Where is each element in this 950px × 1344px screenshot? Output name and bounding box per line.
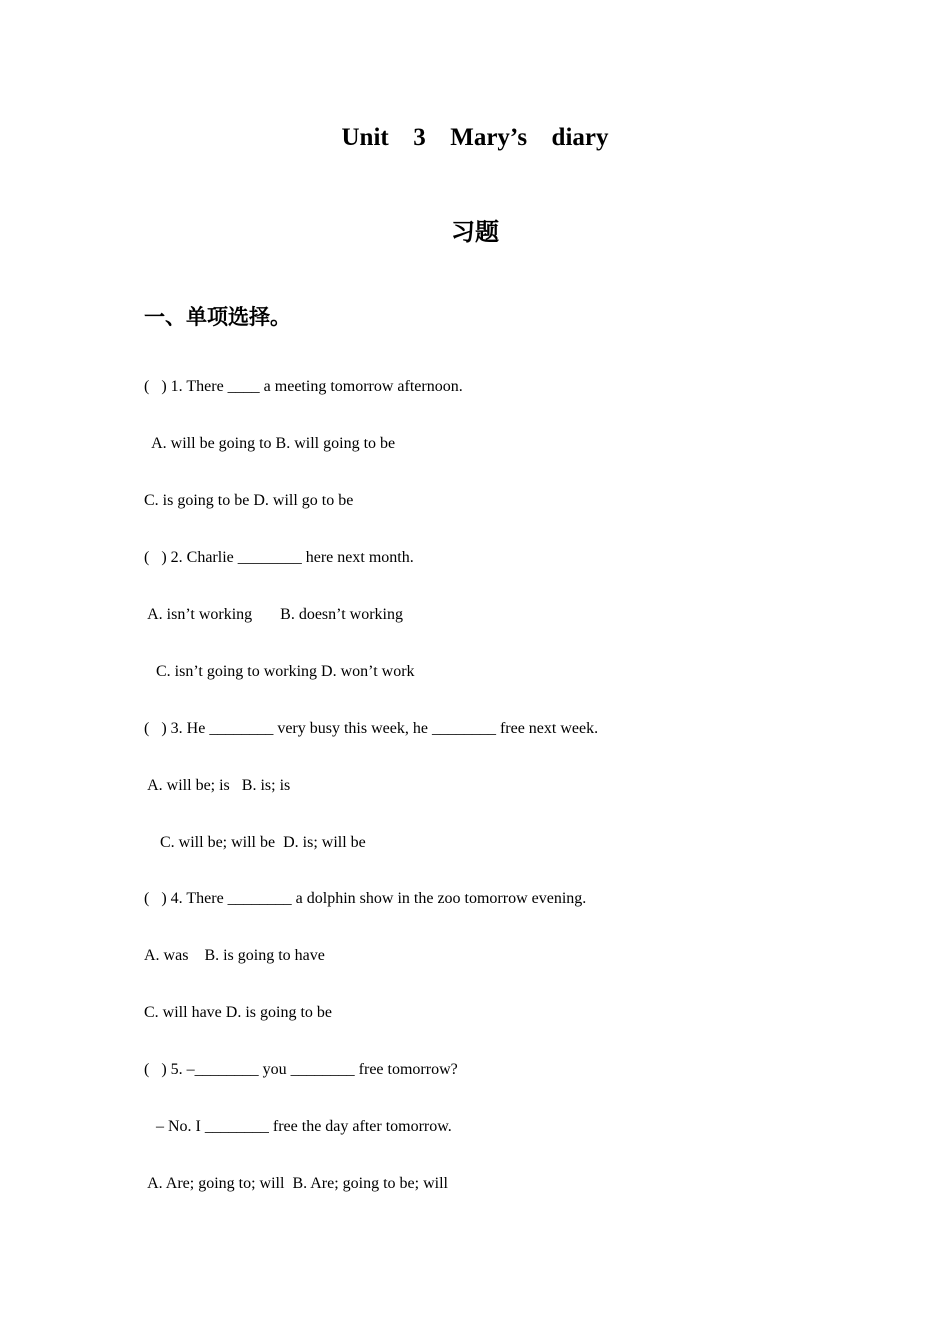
question-2-options-cd: C. isn’t going to working D. won’t work [144, 663, 415, 680]
question-1-options-cd: C. is going to be D. will go to be [144, 492, 354, 509]
document-subtitle: 习题 [451, 218, 499, 246]
question-5-response: – No. I ________ free the day after tomorrow. [144, 1118, 452, 1135]
question-1-options-ab: A. will be going to B. will going to be [144, 435, 396, 452]
question-5-options-ab: A. Are; going to; will B. Are; going to be; will [144, 1175, 448, 1192]
question-4: ( ) 4. There ________ a dolphin show in the zoo tomorrow evening. [144, 890, 587, 907]
section-heading: 一、单项选择。 [144, 305, 291, 329]
document-title: Unit 3 Mary’s diary [341, 124, 609, 151]
question-5: ( ) 5. –________ you ________ free tomorrow? [144, 1061, 458, 1078]
question-3-options-cd: C. will be; will be D. is; will be [144, 834, 366, 851]
question-4-options-ab: A. was B. is going to have [144, 947, 325, 964]
question-3: ( ) 3. He ________ very busy this week, he ________ free next week. [144, 720, 599, 737]
question-4-options-cd: C. will have D. is going to be [144, 1004, 332, 1021]
question-1: ( ) 1. There ____ a meeting tomorrow afternoon. [144, 378, 463, 395]
question-2: ( ) 2. Charlie ________ here next month. [144, 549, 414, 566]
question-3-options-ab: A. will be; is B. is; is [144, 777, 291, 794]
question-2-options-ab: A. isn’t working B. doesn’t working [144, 606, 403, 623]
